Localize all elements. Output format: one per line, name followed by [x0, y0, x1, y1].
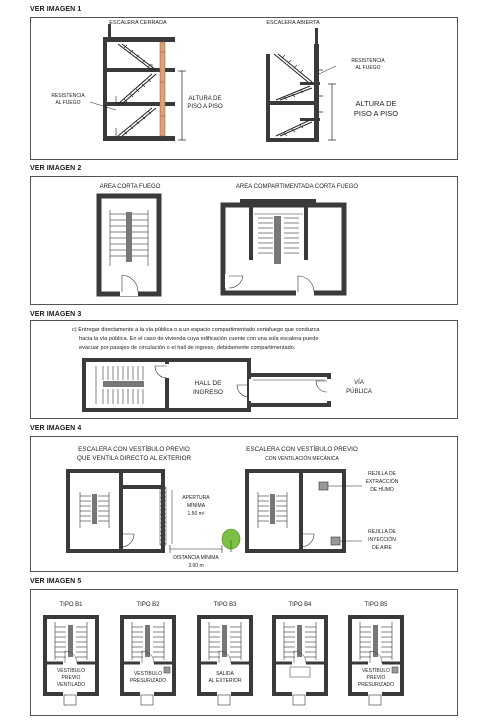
firebreak-area-plan: [99, 196, 159, 296]
open-stair-title: ESCALERA ABIERTA: [266, 20, 320, 26]
stair-type-desc: AL EXTERIOR: [208, 678, 242, 684]
stair-type-label: TIPO B1: [59, 602, 83, 608]
opening-label-line3: 1.50 m²: [187, 511, 205, 517]
hall-label-line2: INGRESO: [193, 389, 223, 396]
stair-type-desc: PREVIO: [61, 675, 81, 681]
stair-type-4: [274, 602, 326, 705]
stair-type-desc: PRESURIZADO: [129, 678, 167, 684]
stair-type-desc: PREVIO: [366, 675, 386, 681]
stair-type-label: TIPO B3: [213, 602, 237, 608]
floor-height-left-line1: ALTURA DE: [188, 96, 222, 102]
stair-type-3: [199, 602, 251, 705]
tree-icon: [222, 529, 240, 552]
compartment-area-plan: [223, 199, 344, 296]
rule-paragraph-line2: hacia la vía pública. En el caso de vivienda cuya edificación cuente con una sola escalera puede: [79, 336, 319, 342]
stair-types-row: [45, 602, 402, 705]
hall-label-line1: HALL DE: [194, 380, 222, 387]
vestibule-mechanical-title-line1: ESCALERA CON VESTÍBULO PREVIO: [246, 446, 358, 453]
stair-type-desc: VESTÍBULO: [133, 671, 163, 677]
rule-paragraph-line1: c) Entregar directamente a la vía pública o a un espacio compartimentado cortafuego que conduzca: [72, 327, 320, 333]
stair-type-label: TIPO B2: [136, 602, 160, 608]
section-title-1: VER IMAGEN 1: [30, 6, 82, 13]
open-stair-section: [266, 28, 336, 142]
opening-label-line1: APERTURA: [182, 495, 210, 501]
fire-resistance-right-line2: AL FUEGO: [355, 65, 381, 71]
floor-height-right-line1: ALTURA DE: [355, 99, 397, 108]
closed-stair-section: [90, 24, 186, 141]
section-title-2: VER IMAGEN 2: [30, 165, 82, 172]
floor-height-left-line2: PISO A PISO: [187, 104, 223, 110]
vestibule-mechanical-plan: [247, 471, 362, 551]
air-grille-line1: REJILLA DE: [368, 529, 396, 535]
fire-resistance-left-line1: RESISTENCIA: [51, 93, 85, 99]
stair-type-desc: SALIDA: [216, 671, 234, 677]
stair-type-label: TIPO B4: [288, 602, 312, 608]
stair-type-desc: PRESURIZADO: [357, 682, 395, 688]
smoke-grille-line1: REJILLA DE: [368, 471, 396, 477]
firebreak-area-title: AREA CORTA FUEGO: [99, 184, 161, 190]
stair-type-desc: VESTÍBULO: [361, 668, 391, 674]
rule-paragraph-line3: evacuar por pasajes de circulación o el hall de ingreso, debidamente compartimentado.: [79, 345, 296, 351]
stair-type-1: [45, 602, 97, 705]
stair-type-desc: VENTILADO: [56, 682, 86, 688]
stair-type-desc: VESTÍBULO: [56, 668, 86, 674]
floor-height-right-line2: PISO A PISO: [353, 109, 399, 118]
street-label-line1: VÍA: [354, 380, 364, 386]
stair-type-label: TIPO B5: [364, 602, 388, 608]
vestibule-exterior-title-line2: QUE VENTILA DIRECTO AL EXTERIOR: [76, 455, 192, 462]
smoke-grille-line2: EXTRACCIÓN: [365, 479, 399, 485]
street-label-line2: PÚBLICA: [346, 389, 372, 395]
distance-label-line2: 3.00 m: [188, 563, 204, 569]
compartment-area-title: AREA COMPARTIMENTADA CORTA FUEGO: [235, 184, 359, 190]
vestibule-mechanical-title-line2: CON VENTILACIÓN MECÁNICA: [265, 456, 339, 462]
distance-label-line1: DISTANCIA MÍNIMA: [173, 555, 219, 561]
stair-type-2: [122, 602, 174, 705]
section-title-3: VER IMAGEN 3: [30, 311, 82, 318]
fire-resistance-left-line2: AL FUEGO: [55, 100, 81, 106]
opening-label-line2: MÍNIMA: [186, 503, 206, 509]
vestibule-exterior-title-line1: ESCALERA CON VESTÍBULO PREVIO: [78, 446, 190, 453]
fire-resistance-right-line1: RESISTENCIA: [351, 58, 385, 64]
section-title-5: VER IMAGEN 5: [30, 578, 82, 585]
section-title-4: VER IMAGEN 4: [30, 425, 82, 432]
smoke-grille-line3: DE HUMO: [370, 487, 394, 493]
stair-type-5: [350, 602, 402, 705]
air-grille-line3: DE AIRE: [372, 545, 392, 551]
air-grille-line2: INYECCIÓN: [368, 537, 396, 543]
closed-stair-title: ESCALERA CERRADA: [109, 20, 167, 26]
